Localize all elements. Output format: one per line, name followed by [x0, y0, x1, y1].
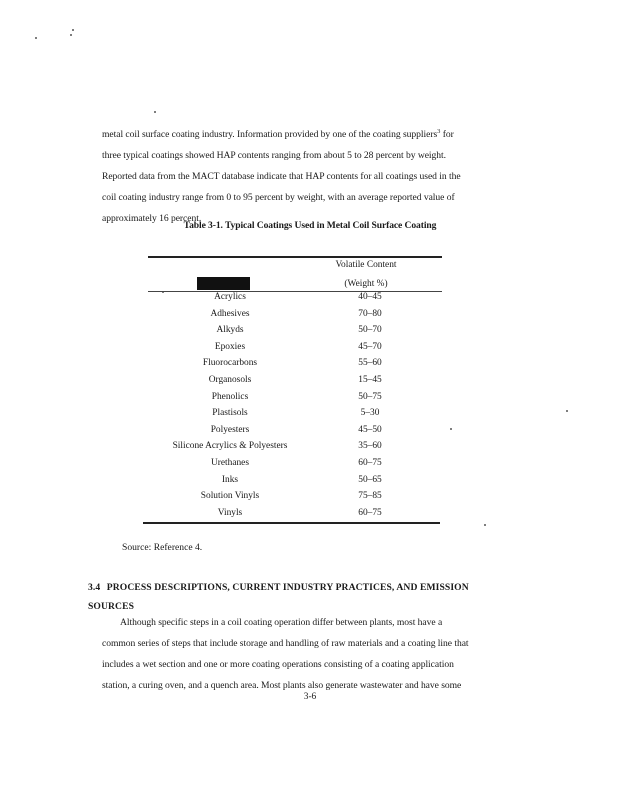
section-line: station, a curing oven, and a quench area. Most plants also generate wastewater and have some [102, 680, 462, 691]
scan-speck [70, 34, 72, 36]
table-source-note: Source: Reference 4. [122, 542, 203, 553]
coating-name: Silicone Acrylics & Polyesters [172, 441, 288, 452]
column-header-volatile: Volatile Content [335, 260, 397, 270]
intro-line: approximately 16 percent. [102, 213, 202, 224]
coating-name: Epoxies [214, 341, 246, 352]
scan-speck [450, 428, 452, 430]
coating-name: Inks [221, 474, 239, 485]
footnote-reference: 3 [437, 128, 441, 135]
section-line: Although specific steps in a coil coating operation differ between plants, most have a [120, 617, 443, 628]
volatile-content: 70–80 [358, 308, 382, 319]
volatile-content: 75–85 [358, 491, 382, 502]
redacted-header-block [197, 277, 250, 290]
scan-speck [35, 37, 37, 39]
volatile-content: 50–65 [358, 474, 382, 485]
volatile-content: 60–75 [358, 458, 382, 468]
volatile-content: 40–45 [358, 292, 382, 302]
coating-name: Phenolics [211, 391, 249, 402]
coating-name: Polyesters [210, 424, 250, 435]
page-number: 3-6 [303, 692, 317, 702]
volatile-content: 60–75 [358, 507, 382, 518]
coating-name: Vinyls [217, 507, 243, 518]
section-line: includes a wet section and one or more coating operations consisting of a coating application [102, 659, 454, 670]
intro-line: metal coil surface coating industry. Information provided by one of the coating suppliers$^3$ for [102, 128, 454, 140]
section-title: PROCESS DESCRIPTIONS, CURRENT INDUSTRY PRACTICES, AND EMISSION [106, 582, 469, 593]
table-title: Table 3-1. Typical Coatings Used in Metal Coil Surface Coating [183, 220, 437, 231]
volatile-content: 45–50 [358, 424, 382, 435]
coating-name: Organosols [208, 375, 252, 385]
coating-name: Fluorocarbons [202, 358, 258, 369]
table-bottom-rule [143, 522, 440, 524]
section-heading-line: SOURCES [88, 601, 135, 612]
section-heading-line [88, 578, 508, 597]
section-line: common series of steps that include storage and handling of raw materials and a coating line that [102, 638, 469, 649]
section-number: 3.4 [88, 582, 101, 593]
section-heading [88, 578, 508, 616]
coating-name: Urethanes [210, 458, 249, 468]
volatile-content: 50–75 [358, 391, 382, 402]
scan-speck [484, 524, 486, 526]
coating-name: Solution Vinyls [200, 491, 260, 502]
coating-name: Alkyds [216, 325, 244, 336]
column-header-unit: (Weight %) [344, 279, 388, 289]
intro-paragraph [102, 124, 492, 229]
scan-speck [566, 410, 568, 412]
coating-name: Adhesives [210, 308, 250, 319]
volatile-content: 35–60 [358, 441, 382, 452]
volatile-content: 15–45 [358, 375, 382, 385]
intro-line: Reported data from the MACT database indicate that HAP contents for all coatings used in the [102, 171, 461, 182]
volatile-content: 45–70 [358, 341, 382, 352]
section-paragraph [102, 612, 492, 696]
intro-line: coil coating industry range from 0 to 95 percent by weight, with an average reported value of [102, 192, 455, 203]
coating-name: Plastisols [212, 408, 248, 419]
coating-name: Acrylics [214, 292, 246, 302]
volatile-content: 5–30 [360, 408, 380, 419]
scan-speck [154, 111, 156, 113]
intro-line: three typical coatings showed HAP contents ranging from about 5 to 28 percent by weight. [102, 150, 447, 161]
volatile-content: 55–60 [358, 358, 382, 369]
volatile-content: 50–70 [358, 325, 382, 336]
table-top-rule [148, 256, 442, 258]
scan-speck [72, 29, 74, 31]
